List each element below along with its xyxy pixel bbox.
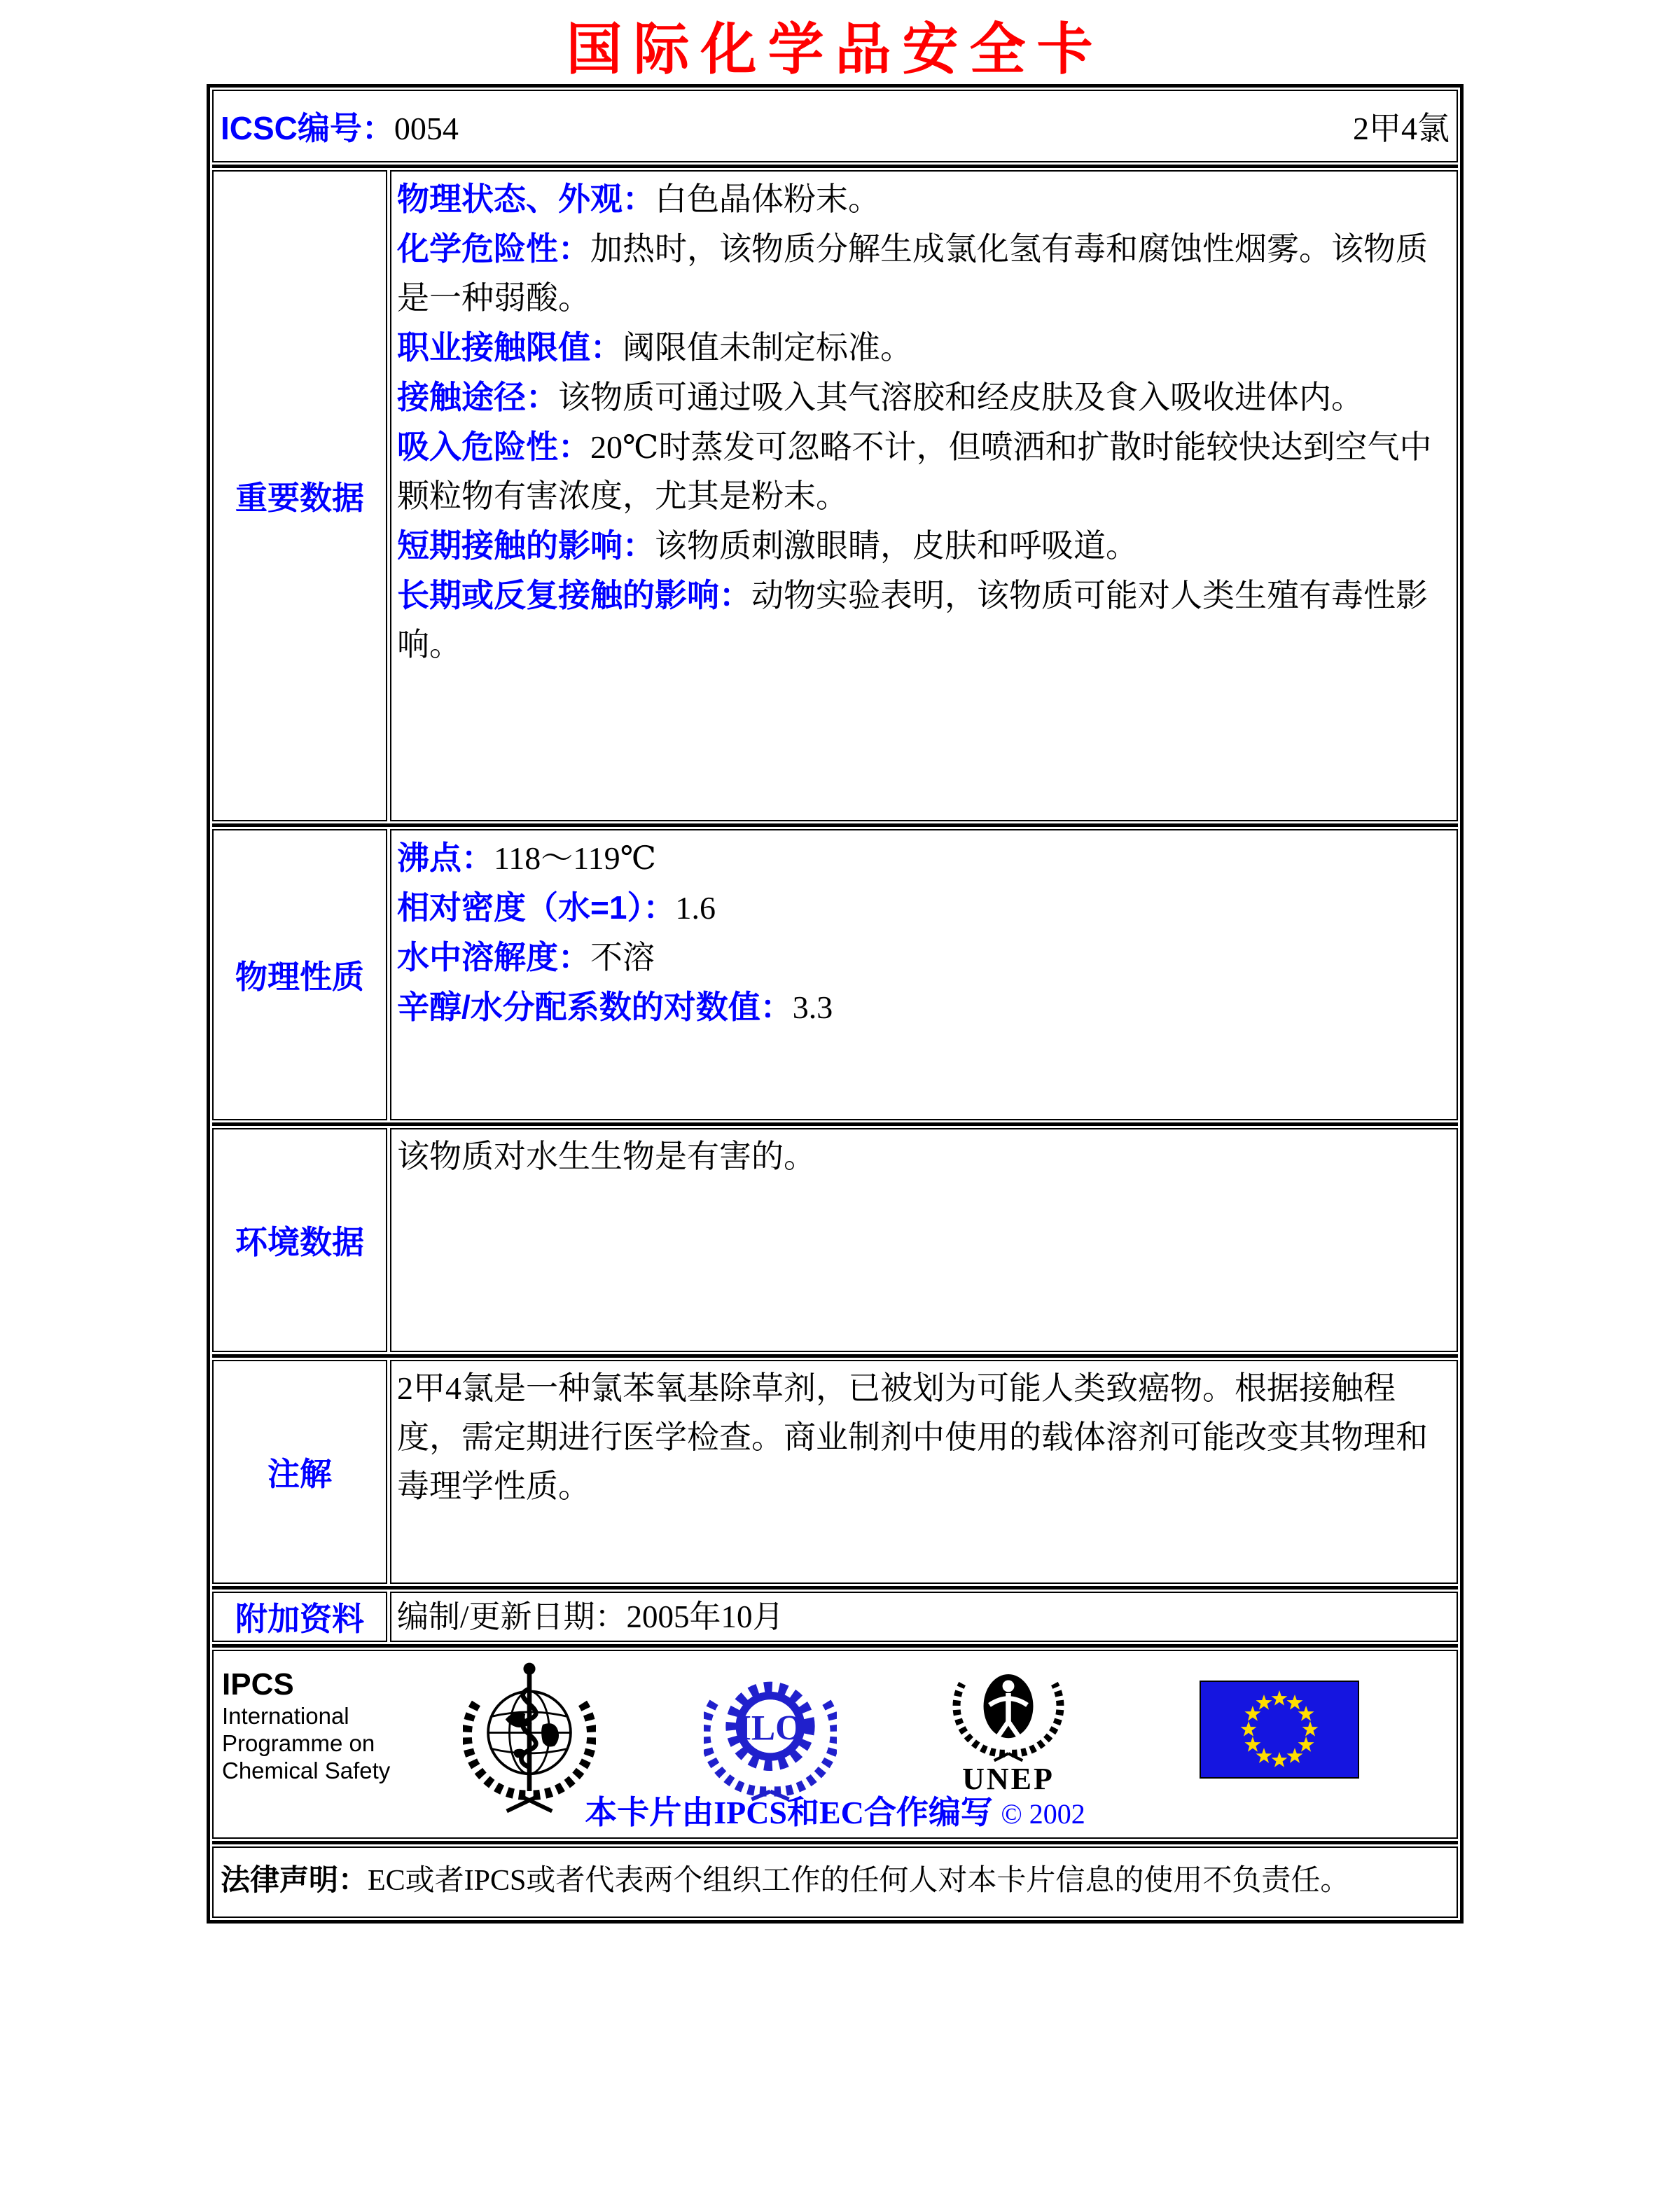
legal-text: EC或者IPCS或者代表两个组织工作的任何人对本卡片信息的使用不负责任。 <box>368 1865 1350 1897</box>
physical-item: 辛醇/水分配系数的对数值：3.3 <box>397 989 833 1025</box>
legal-cell <box>212 1846 1458 1918</box>
important-item: 接触途径：该物质可通过吸入其气溶胶和经皮肤及食入吸收进体内。 <box>397 379 1363 415</box>
row-divider <box>212 1644 1458 1648</box>
unep-logo-block <box>949 1655 1068 1797</box>
unep-logo-icon <box>949 1655 1068 1762</box>
ipcs-line: Chemical Safety <box>222 1757 391 1783</box>
icsc-number-label: ICSC编号： <box>221 110 394 146</box>
row-divider <box>212 165 1458 168</box>
ipcs-line: Programme on <box>222 1730 375 1756</box>
legal-row <box>212 1846 1458 1918</box>
physical-properties-row <box>212 829 1458 1120</box>
important-item: 吸入危险性：20℃时蒸发可忽略不计，但喷洒和扩散时能较快达到空气中颗粒物有害浓度，尤其是粉末。 <box>397 429 1432 514</box>
environmental-data-label: 环境数据 <box>212 1128 387 1352</box>
row-divider <box>212 823 1458 827</box>
additional-info-label: 附加资料 <box>212 1592 387 1642</box>
notes-text: 2甲4氯是一种氯苯氧基除草剂，已被划为可能人类致癌物。根据接触程度，需定期进行医学检查。商业制剂中使用的载体溶剂可能改变其物理和毒理学性质。 <box>397 1370 1428 1504</box>
logos-row <box>212 1650 1458 1839</box>
icsc-card <box>207 84 1464 1924</box>
ilo-letters: ILO <box>737 1708 804 1748</box>
important-item: 职业接触限值：阈限值未制定标准。 <box>397 329 912 366</box>
update-date-label: 编制/更新日期： <box>397 1599 627 1634</box>
icsc-number-group <box>221 103 459 149</box>
ipcs-line: International <box>222 1702 349 1729</box>
page-title: 国际化学品安全卡 <box>566 18 1104 81</box>
important-item: 短期接触的影响：该物质刺激眼睛，皮肤和呼吸道。 <box>397 527 1138 564</box>
row-divider <box>212 1841 1458 1844</box>
unep-caption: UNEP <box>962 1762 1055 1796</box>
important-item: 长期或反复接触的影响：动物实验表明，该物质可能对人类生殖有毒性影响。 <box>397 577 1428 662</box>
important-data-row <box>212 170 1458 821</box>
additional-info-content <box>390 1592 1458 1642</box>
ipcs-acronym: IPCS <box>222 1667 294 1702</box>
physical-item: 相对密度（水=1）：1.6 <box>397 889 716 926</box>
important-data-content <box>390 170 1458 821</box>
important-data-label: 重要数据 <box>212 170 387 821</box>
environmental-data-content <box>390 1128 1458 1352</box>
physical-properties-content <box>390 829 1458 1120</box>
eu-flag-icon <box>1200 1681 1359 1779</box>
header-cell <box>212 90 1458 162</box>
notes-content <box>390 1360 1458 1584</box>
logos-cell <box>212 1650 1458 1839</box>
physical-properties-label: 物理性质 <box>212 829 387 1120</box>
physical-item: 沸点：118～119℃ <box>397 840 657 876</box>
notes-row <box>212 1360 1458 1584</box>
header-row <box>212 90 1458 162</box>
ipcs-text-block <box>222 1667 390 1785</box>
icsc-number-value: 0054 <box>394 111 459 146</box>
caption-text: 本卡片由IPCS和EC合作编写 <box>585 1795 993 1830</box>
physical-item: 水中溶解度：不溶 <box>397 939 655 975</box>
environmental-data-row <box>212 1128 1458 1352</box>
additional-info-row <box>212 1592 1458 1642</box>
row-divider <box>212 1122 1458 1126</box>
environmental-text: 该物质对水生生物是有害的。 <box>397 1139 816 1174</box>
copyright-text: © 2002 <box>1001 1798 1085 1830</box>
notes-label: 注解 <box>212 1360 387 1584</box>
row-divider <box>212 1354 1458 1358</box>
footer-caption <box>214 1787 1457 1833</box>
ilo-logo-icon <box>704 1657 837 1804</box>
row-divider <box>212 1586 1458 1590</box>
legal-label: 法律声明： <box>221 1863 368 1896</box>
important-item: 化学危险性：加热时，该物质分解生成氯化氢有毒和腐蚀性烟雾。该物质是一种弱酸。 <box>397 230 1428 316</box>
chemical-name: 2甲4氯 <box>1353 111 1450 146</box>
important-item: 物理状态、外观：白色晶体粉末。 <box>397 181 880 217</box>
update-date-value: 2005年10月 <box>626 1599 784 1634</box>
